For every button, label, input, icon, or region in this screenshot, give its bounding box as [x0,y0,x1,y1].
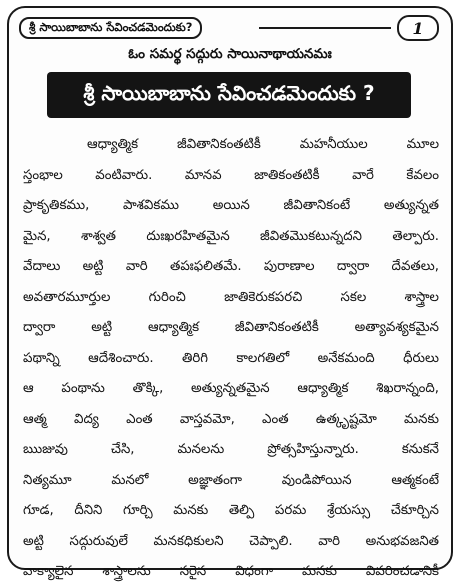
body-paragraph [23,130,439,588]
body-line: మైన, శాశ్వత దుఃఖరహితమైన జీవితమొకటున్నదని తెల్పారు. [23,228,439,244]
body-line: అవతారమూర్తుల గురించి జాతికెరుకపరచి సకల శాస్త్రాల [23,289,439,305]
page-number: 1 [397,15,439,41]
running-header-title: శ్రీ సాయిబాబాను సేవించడమెందుకు? [19,17,202,39]
body-line: ద్వారా అట్టి ఆధ్యాత్మిక జీవితానికంతటికీ అత్యావశ్యకమైన [23,320,439,335]
invocation-line: ఓం సమర్థ సద్గురు సాయినాథాయనమః [128,46,332,62]
body-line: ఆత్మ విద్య ఎంత వాస్తవమో, ఎంత ఉత్కృష్టమో మనకు [23,411,439,427]
body-line: ఆ పంథాను తొక్కి, అత్యున్నతమైన ఆధ్యాత్మిక శిఖరాన్నంది, [23,381,439,396]
body-line: పథాన్ని ఆదేశించారు. తిరిగి కాలగతిలో అనేకమంది ధీరులు [23,350,439,366]
body-line: ప్రాకృతికము, పాశవికము అయిన జీవితానికంటే అత్యున్నత [23,198,439,213]
chapter-title-banner: శ్రీ సాయిబాబాను సేవించడమెందుకు ? [47,72,411,118]
body-line: నిత్యమూ మనలో అజ్ఞాతంగా వుండిపోయిన ఆత్మకంటే [23,472,439,488]
header-rule [259,27,391,29]
body-line: ఋజువు చేసి, మనలను ప్రోత్సహిస్తున్నారు. కనుకనే [23,442,439,457]
body-line: ఆధ్యాత్మిక జీవితానికంతటికీ మహనీయుల మూల [87,137,439,152]
body-line: వేదాలు అట్టి వారి తపఃఫలితమే. పురాణాల ద్వారా దేవతలు, [23,259,439,274]
body-line: గూడ, దీనిని గూర్చి మనకు తెల్పి పరమ శ్రేయస్సు చేకూర్చిన [23,503,439,518]
body-line: వాక్యాలైన శాస్త్రాలను సరైన విధంగా మనకు వివరించడానికీ [23,564,439,579]
body-line: అట్టి సద్గురువులే మనకధికులని చెప్పాలి. వారి అనుభవజనిత [23,533,439,549]
body-line: స్తంభాల వంటివారు. మానవ జాతికంతటికీ వారే కేవలం [23,167,439,183]
page-frame [7,6,453,579]
